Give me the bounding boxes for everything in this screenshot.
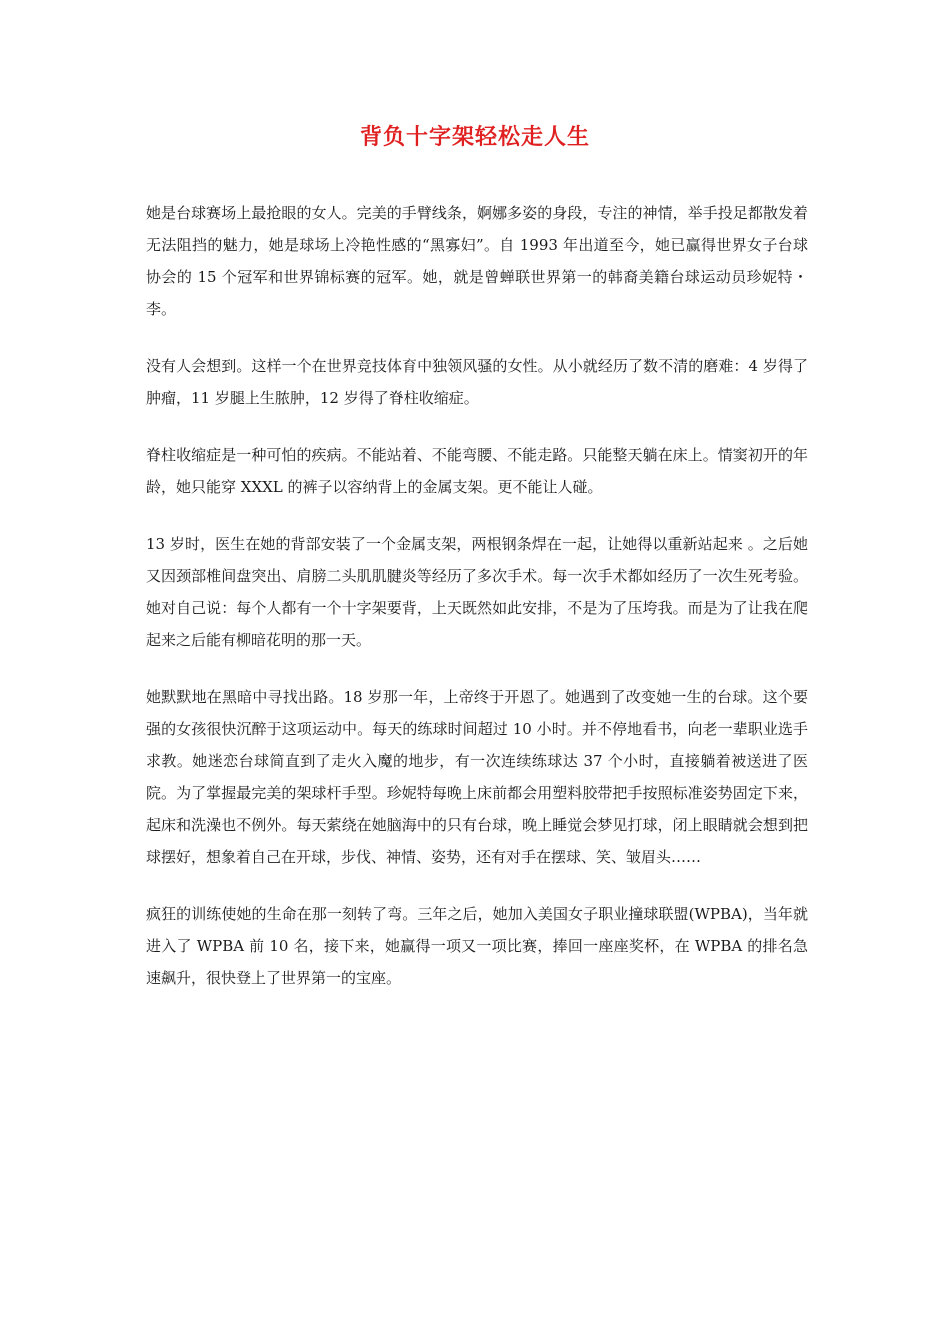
paragraph-2: 没有人会想到。这样一个在世界竞技体育中独领风骚的女性。从小就经历了数不清的磨难：4 岁得了肿瘤，11 岁腿上生脓肿，12 岁得了脊柱收缩症。 xyxy=(146,357,808,407)
document-body xyxy=(146,197,808,994)
paragraph-1: 她是台球赛场上最抢眼的女人。完美的手臂线条，婀娜多姿的身段，专注的神情，举手投足都散发着无法阻挡的魅力，她是球场上冷艳性感的“黑寡妇”。自 1993 年出道至今，她已赢得世界女子台球协会的 15 个冠军和世界锦标赛的冠军。她，就是曾蝉联世界第一的韩裔美籍台球运动员珍妮特・李。 xyxy=(146,204,808,318)
paragraph-3: 脊柱收缩症是一种可怕的疾病。不能站着、不能弯腰、不能走路。只能整天躺在床上。情窦初开的年龄，她只能穿 XXXL 的裤子以容纳背上的金属支架。更不能让人碰。 xyxy=(146,446,808,496)
paragraph-4: 13 岁时，医生在她的背部安装了一个金属支架，两根钢条焊在一起，让她得以重新站起来 。之后她又因颈部椎间盘突出、肩膀二头肌肌腱炎等经历了多次手术。每一次手术都如经历了一次生死考验。她对自己说：每个人都有一个十字架要背，上天既然如此安排，不是为了压垮我。而是为了让我在爬起来之后能有柳暗花明的那一天。 xyxy=(146,535,808,649)
paragraph-6: 疯狂的训练使她的生命在那一刻转了弯。三年之后，她加入美国女子职业撞球联盟(WPBA)，当年就进入了 WPBA 前 10 名，接下来，她赢得一项又一项比赛，捧回一座座奖杯，在 WPBA 的排名急速飙升，很快登上了世界第一的宝座。 xyxy=(146,905,808,987)
document-title: 背负十字架轻松走人生 xyxy=(359,124,590,150)
paragraph-5: 她默默地在黑暗中寻找出路。18 岁那一年，上帝终于开恩了。她遇到了改变她一生的台球。这个要强的女孩很快沉醉于这项运动中。每天的练球时间超过 10 小时。并不停地看书，向老一辈职业选手求教。她迷恋台球简直到了走火入魔的地步，有一次连续练球达 37 个小时，直接躺着被送进了医院。为了掌握最完美的架球杆手型。珍妮特每晚上床前都会用塑料胶带把手按照标准姿势固定下来，起床和洗澡也不例外。每天萦绕在她脑海中的只有台球，晚上睡觉会梦见打球，闭上眼睛就会想到把球摆好，想象着自己在开球，步伐、神情、姿势，还有对手在摆球、笑、皱眉头…… xyxy=(146,688,808,866)
